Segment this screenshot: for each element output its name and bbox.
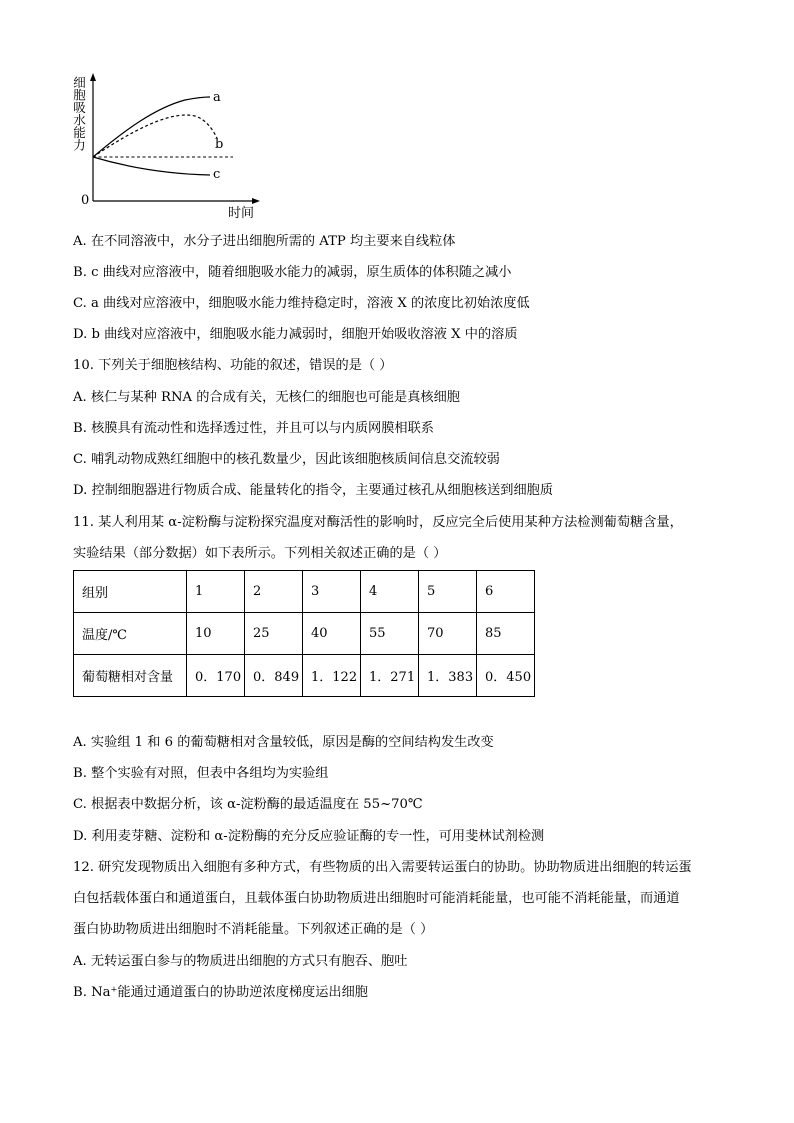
q12-option-a: A. 无转运蛋白参与的物质进出细胞的方式只有胞吞、胞吐 (73, 954, 408, 969)
origin-label: 0 (81, 193, 90, 208)
table-cell: 5 (419, 571, 477, 613)
table-cell: 0．849 (245, 655, 303, 697)
q10-option-d: D. 控制细胞器进行物质合成、能量转化的指令，主要通过核孔从细胞核送到细胞质 (73, 483, 554, 498)
q11-stem-line-1: 11. 某人利用某 α-淀粉酶与淀粉探究温度对酶活性的影响时，反应完全后使用某种方法检测葡萄糖含量， (73, 515, 683, 530)
y-axis-arrow (90, 73, 96, 81)
x-axis-label: 时间 (228, 206, 255, 221)
row-header: 温度/℃ (74, 613, 187, 655)
water-absorption-graph (70, 70, 270, 220)
table-row (74, 571, 535, 613)
q9-option-d: D. b 曲线对应溶液中，细胞吸水能力减弱时，细胞开始吸收溶液 X 中的溶质 (73, 327, 518, 342)
table-cell: 6 (477, 571, 535, 613)
q10-option-a: A. 核仁与某种 RNA 的合成有关，无核仁的细胞也可能是真核细胞 (73, 390, 460, 405)
enzyme-data-table (73, 570, 535, 697)
q9-option-b: B. c 曲线对应溶液中，随着细胞吸水能力的减弱，原生质体的体积随之减小 (73, 265, 512, 280)
table-cell: 1 (187, 571, 245, 613)
q10-option-b: B. 核膜具有流动性和选择透过性，并且可以与内质网膜相联系 (73, 421, 434, 436)
table-cell: 1．383 (419, 655, 477, 697)
q10-stem: 10. 下列关于细胞核结构、功能的叙述，错误的是（ ） (73, 358, 393, 373)
curve-c-label: c (213, 167, 221, 182)
table-cell: 85 (477, 613, 535, 655)
graph-svg (70, 70, 270, 220)
table-row (74, 655, 535, 697)
table-cell: 70 (419, 613, 477, 655)
row-header: 组别 (74, 571, 187, 613)
table-cell: 1．271 (361, 655, 419, 697)
q12-stem-line-3: 蛋白协助物质进出细胞时不消耗能量。下列叙述正确的是（ ） (73, 922, 434, 937)
row-header: 葡萄糖相对含量 (74, 655, 187, 697)
q11-option-b: B. 整个实验有对照，但表中各组均为实验组 (73, 766, 329, 781)
curve-b (93, 115, 217, 157)
table-cell: 1．122 (303, 655, 361, 697)
q9-option-c: C. a 曲线对应溶液中，细胞吸水能力维持稳定时，溶液 X 的浓度比初始浓度低 (73, 296, 530, 311)
q12-stem-line-1: 12. 研究发现物质出入细胞有多种方式，有些物质的出入需要转运蛋白的协助。协助物质进出细胞的转运蛋 (73, 860, 692, 875)
curve-a-label: a (213, 90, 221, 105)
table-cell: 0．450 (477, 655, 535, 697)
x-axis-arrow (252, 198, 260, 204)
q11-option-d: D. 利用麦芽糖、淀粉和 α-淀粉酶的充分反应验证酶的专一性，可用斐林试剂检测 (73, 829, 545, 844)
table-cell: 40 (303, 613, 361, 655)
q11-stem-line-2: 实验结果（部分数据）如下表所示。下列相关叙述正确的是（ ） (73, 546, 447, 561)
curve-b-label: b (215, 137, 224, 152)
table-row (74, 613, 535, 655)
curve-c (93, 157, 210, 175)
table-cell: 4 (361, 571, 419, 613)
table-cell: 25 (245, 613, 303, 655)
q12-stem-line-2: 白包括载体蛋白和通道蛋白，且载体蛋白协助物质进出细胞时可能消耗能量，也可能不消耗能量，而通道 (73, 891, 680, 906)
table-cell: 10 (187, 613, 245, 655)
table-cell: 2 (245, 571, 303, 613)
table-cell: 55 (361, 613, 419, 655)
q12-option-b: B. Na⁺能通过通道蛋白的协助逆浓度梯度运出细胞 (73, 985, 368, 1000)
q9-option-a: A. 在不同溶液中，水分子进出细胞所需的 ATP 均主要来自线粒体 (73, 234, 456, 249)
table-cell: 3 (303, 571, 361, 613)
curve-a (93, 97, 210, 157)
q10-option-c: C. 哺乳动物成熟红细胞中的核孔数量少，因此该细胞核质间信息交流较弱 (73, 452, 500, 467)
q11-option-a: A. 实验组 1 和 6 的葡萄糖相对含量较低，原因是酶的空间结构发生改变 (73, 735, 494, 750)
y-axis-label: 细胞吸水能力 (71, 76, 87, 151)
q11-option-c: C. 根据表中数据分析，该 α-淀粉酶的最适温度在 55~70℃ (73, 797, 423, 812)
table-cell: 0．170 (187, 655, 245, 697)
